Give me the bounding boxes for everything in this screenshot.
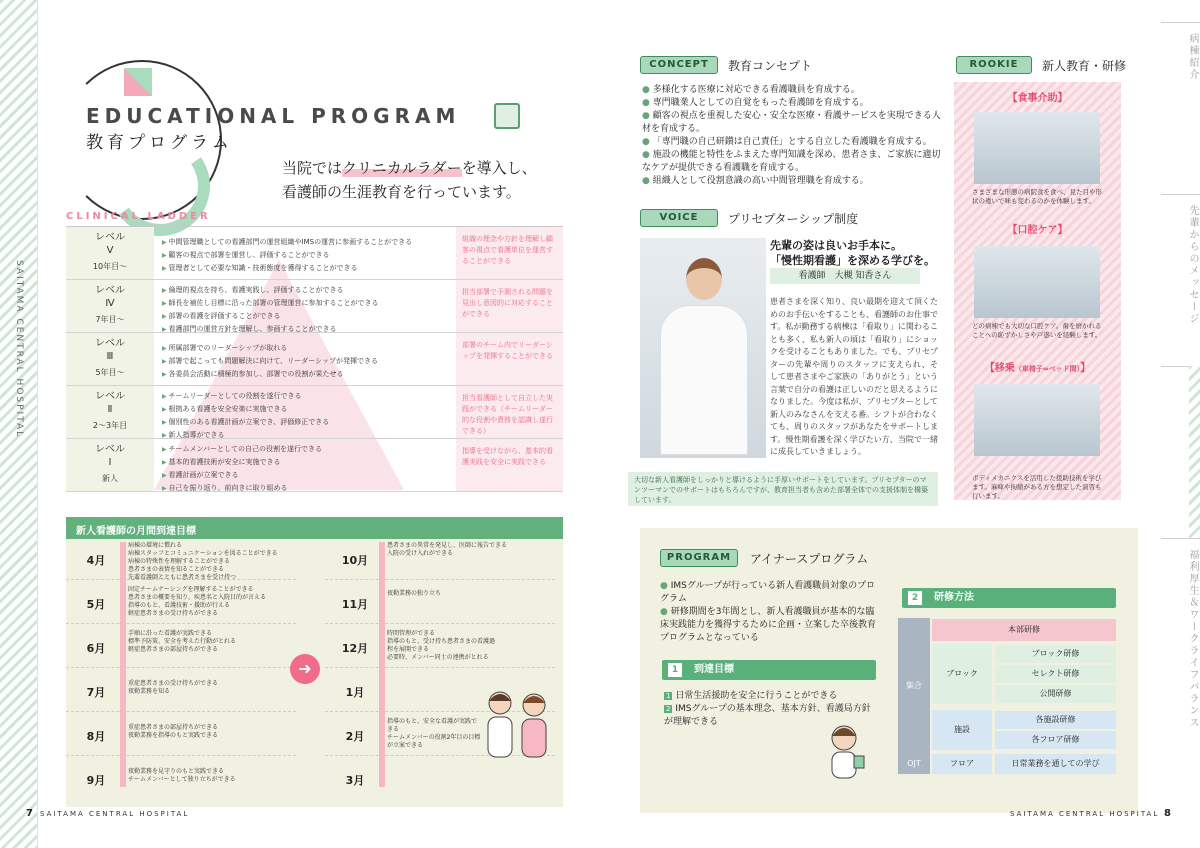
tab-welfare[interactable]: 福利厚生＆ワークライフバランス bbox=[1161, 538, 1200, 788]
ladder-row bbox=[66, 386, 563, 439]
lead-text: 当院ではクリニカルラダーを導入し、 看護師の生涯教育を行っています。 bbox=[282, 159, 537, 201]
concept-tag: CONCEPT bbox=[640, 56, 718, 74]
rookie-caption: さまざまな形態の病院食を食べ、見た目や形状の違いで味も変わるのかを体験します。 bbox=[972, 188, 1102, 205]
ladder-level: レベル Ⅴ 10年目～ bbox=[66, 227, 154, 279]
rookie-caption: ボディメカニクスを活用した援助技術を学びます。麻痺や拘縮がある方を想定した演習も行います。 bbox=[972, 474, 1102, 500]
ladder-items: ▶ 中間管理職としての看護部門の運営組織やIMSの運営に参画することができる ▶ 顧客の視点で部署を運営し、評価することができる ▶ 管理者として必要な知識・技術態度を獲得することができる bbox=[162, 236, 452, 275]
shisetsu-cell: 施設 bbox=[932, 710, 992, 750]
rookie-photo bbox=[974, 246, 1100, 318]
ladder-goal: 担当看護師として自立した実践ができる（チームリーダー的な役割や責務を認識し遂行できる） bbox=[456, 386, 563, 438]
tab-messages[interactable]: 先輩からのメッセージ bbox=[1161, 194, 1200, 366]
arrow-right-icon: ➜ bbox=[290, 654, 320, 684]
program-list: ● IMSグループが行っている新人看護職員対象のプログラム ● 研修期間を3年間とし、新人看護職員が基本的な臨床実践能力を獲得するために企画・立案した卒後教育プログラムとなっている bbox=[660, 580, 882, 645]
rookie-item-heading: 【食事介助】 bbox=[1007, 93, 1068, 104]
nurse-characters-illustration bbox=[480, 685, 556, 770]
month-row: 1月 bbox=[325, 672, 555, 712]
footer-hospital-left: SAITAMA CENTRAL HOSPITAL bbox=[40, 810, 190, 818]
goal-heading: 1 到達目標 bbox=[662, 660, 876, 680]
month-row: 3月 bbox=[345, 774, 365, 787]
lead-highlight: クリニカルラダー bbox=[342, 159, 462, 177]
rookie-panel bbox=[954, 82, 1121, 500]
logo-icon bbox=[124, 68, 152, 96]
nurse-illustration bbox=[818, 720, 870, 780]
block-cell: ブロック bbox=[932, 644, 992, 704]
nurse-photo-head bbox=[686, 258, 722, 300]
ladder-goal: 部署のチーム内でリーダーシップを発揮することができる bbox=[456, 333, 563, 385]
voice-body: 患者さまを深く知り、良い最期を迎えて頂くためのお手伝いをすることも、看護師のお仕事です。私が勤務する病棟は「看取り」に関わることも多く、私も新人の頃は「看取り」にショックを受けることもありました。でも、プリセプターの先輩や周りのスタッフに支えられ、そして患者さまやご家族の「ありがとう」という言葉で自分の看護は正しいのだと思えるようになりました。今度は私が、プリセプターとして新人のみなさんを支える番。シフトが合わなくても、周りのスタッフがあなたをサポートします。慢性期看護を深く学びたい方、当院で一緒に成長していきましょう。 bbox=[770, 297, 938, 456]
voice-quote: 先輩の姿は良いお手本に。 「慢性期看護」を深める学びを。 bbox=[770, 239, 935, 267]
ladder-goal: 組織の理念や方針を理解し顧客の視点で看護単位を運営することができる bbox=[456, 227, 563, 279]
month-row: 9月 夜勤業務を見守りのもと実践できる チームメンバーとして独り立ちができる bbox=[86, 768, 236, 787]
month-row: 11月 夜勤業務の独り立ち bbox=[325, 584, 555, 624]
vertical-hospital-name: SAITAMA CENTRAL HOSPITAL bbox=[14, 260, 24, 439]
ladder-level: レベル Ⅲ 5年目～ bbox=[66, 333, 154, 385]
month-row: 8月 重症患者さまの部屋持ちができる 夜勤業務を指導のもと実践できる bbox=[66, 716, 296, 756]
month-row: 2月 指導のもと、安全な看護が実践できる チームメンバーの役割2年目の目標が立案できる bbox=[325, 716, 555, 756]
month-row: 4月 病棟の環境に慣れる 病棟スタッフとコミュニケーションを図ることができる 病棟の特殊性を理解することができる 患者さまの表情を知ることができる 先輩看護師とともに患者さまを受け持つ bbox=[66, 540, 296, 580]
ladder-items: ▶ 倫理的視点を持ち、看護実践し、評価することができる ▶ 師長を補佐し目標に沿った部署の管理運営に参加することができる ▶ 部署の看護を評価することができる ▶ 看護部門の運営方針を理解し、参画することができる bbox=[162, 284, 452, 336]
rookie-caption: どの病棟でも大切な口腔ケア。歯を磨かれることへの恥ずかしさや戸惑いを経験します。 bbox=[972, 322, 1102, 339]
ladder-level: レベル Ⅰ 新人 bbox=[66, 439, 154, 491]
ladder-row bbox=[66, 280, 563, 333]
ladder-row bbox=[66, 439, 563, 492]
floor-cell: フロア bbox=[932, 754, 992, 774]
month-row: 6月 手順に沿った看護が実践できる 標準予防策、安全を考えた行動がとれる 軽症患者さまの部屋持ちができる bbox=[66, 628, 296, 668]
floor-training-cell: 各フロア研修 bbox=[995, 731, 1116, 749]
footer-hospital-right: SAITAMA CENTRAL HOSPITAL bbox=[1010, 810, 1160, 818]
clinical-ladder-table bbox=[66, 226, 563, 494]
voice-name: 看護師 大槻 知香さん bbox=[770, 268, 920, 284]
index-tabs bbox=[1161, 0, 1200, 848]
concept-list: ● 多様化する医療に対応できる看護職員を育成する。 ● 専門職業人としての自覚をもった看護師を育成する。 ● 顧客の視点を重視した安心・安全な医療・看護サービスを実現できる人材を育成する。 ● 「専門職の自己研鑚は自己責任」とする自立した看護職を育成する。 ● 施設の機能と特性をふまえた専門知識を深め、患者さま、ご家族に適切なケアが提供できる看護職を育成する。 ● 組織人として役割意識の高い中間管理職を育成する。 bbox=[642, 84, 942, 188]
block-training-cell: ブロック研修 bbox=[995, 645, 1116, 663]
rookie-photo bbox=[974, 384, 1100, 456]
ladder-level: レベル Ⅱ 2～3年目 bbox=[66, 386, 154, 438]
rookie-item-heading: 【口腔ケア】 bbox=[1007, 225, 1068, 236]
page-title-en: EDUCATIONAL PROGRAM bbox=[86, 104, 461, 128]
ojt-cell: OJT bbox=[898, 754, 930, 774]
tab-wards[interactable]: 病棟紹介 bbox=[1161, 22, 1200, 194]
select-training-cell: セレクト研修 bbox=[995, 665, 1116, 683]
daily-learning-cell: 日常業務を通しての学び bbox=[995, 754, 1116, 774]
page-number-left: 7 bbox=[26, 808, 33, 819]
voice-tag: VOICE bbox=[640, 209, 718, 227]
month-row: 10月 患者さまの異常を発見し、医師に報告できる 入院の受け入れができる bbox=[325, 540, 555, 580]
voice-caption: 大切な新人看護師をしっかりと導けるように手厚いサポートをしています。プリセプターのマンツーマンでのサポートはもちろんですが、教育担当者も含めた部署全体での支援体制を構築しています。 bbox=[628, 472, 938, 506]
public-training-cell: 公開研修 bbox=[995, 685, 1116, 703]
nurse-photo-body bbox=[660, 305, 748, 455]
program-title: アイナースプログラム bbox=[750, 552, 869, 566]
shugo-label: 集合 bbox=[906, 681, 922, 690]
honbu-cell: 本部研修 bbox=[932, 619, 1116, 641]
month-row: 7月 重症患者さまの受け持ちができる 夜勤業務を知る bbox=[66, 672, 296, 712]
page-title-jp: 教育プログラム bbox=[86, 133, 233, 153]
tablet-icon bbox=[494, 103, 520, 129]
facility-training-cell: 各施設研修 bbox=[995, 711, 1116, 729]
rookie-tag: ROOKIE bbox=[956, 56, 1032, 74]
ladder-goal: 担当部署で予測される問題を見出し意図的に対応することができる bbox=[456, 280, 563, 332]
voice-title: プリセプターシップ制度 bbox=[728, 212, 859, 226]
month-row: 12月 時間管理ができる 指導のもと、受け持ち患者さまの看護過程を展開できる 必要時、メンバー同士の連携がとれる bbox=[325, 628, 555, 668]
ladder-items: ▶ チームメンバーとしての自己の役割を遂行できる ▶ 基本的看護技術が安全に実施できる ▶ 看護計画が立案できる ▶ 自己を振り返り、前向きに取り組める bbox=[162, 443, 452, 495]
method-heading: 2 研修方法 bbox=[902, 588, 1116, 608]
page-number-right: 8 bbox=[1164, 808, 1171, 819]
concept-title: 教育コンセプト bbox=[728, 59, 813, 73]
clinical-ladder-heading: CLINICAL LADDER bbox=[66, 211, 211, 222]
ladder-row bbox=[66, 227, 563, 280]
rookie-item-heading: 【移乗（車椅子⇔ベッド間）】 bbox=[984, 363, 1091, 374]
program-tag: PROGRAM bbox=[660, 549, 738, 567]
active-tab-marker bbox=[1189, 366, 1200, 538]
month-row: 5月 固定チームナーシングを理解することができる 患者さまの概要を知り、疾患名と入院目的が言える 指導のもと、看護技術・援助が行える 軽症患者さまの受け持ちができる bbox=[66, 584, 296, 624]
ladder-goal: 指導を受けながら、基本的看護実践を安全に実践できる bbox=[456, 439, 563, 491]
ladder-row bbox=[66, 333, 563, 386]
goal-list: 1 日常生活援助を安全に行うことができる 2 IMSグループの基本理念、基本方針、看護局方針が理解できる bbox=[664, 691, 871, 727]
ladder-items: ▶ 所属部署でのリーダーシップが取れる ▶ 部署で起こっても問題解決に向けて、リーダーシップが発揮できる ▶ 各委員会活動に積極的参加し、部署での役割が果たせる bbox=[162, 342, 452, 381]
rookie-photo bbox=[974, 112, 1100, 184]
rookie-title: 新人教育・研修 bbox=[1042, 59, 1127, 73]
ladder-items: ▶ チームリーダーとしての役割を遂行できる ▶ 根拠ある看護を安全安楽に実施できる ▶ 個別性のある看護計画が立案でき、評価修正できる ▶ 新人指導ができる bbox=[162, 390, 452, 442]
monthly-goals-heading: 新人看護師の月間到達目標 bbox=[66, 517, 563, 539]
ladder-level: レベル Ⅳ 7年目～ bbox=[66, 280, 154, 332]
